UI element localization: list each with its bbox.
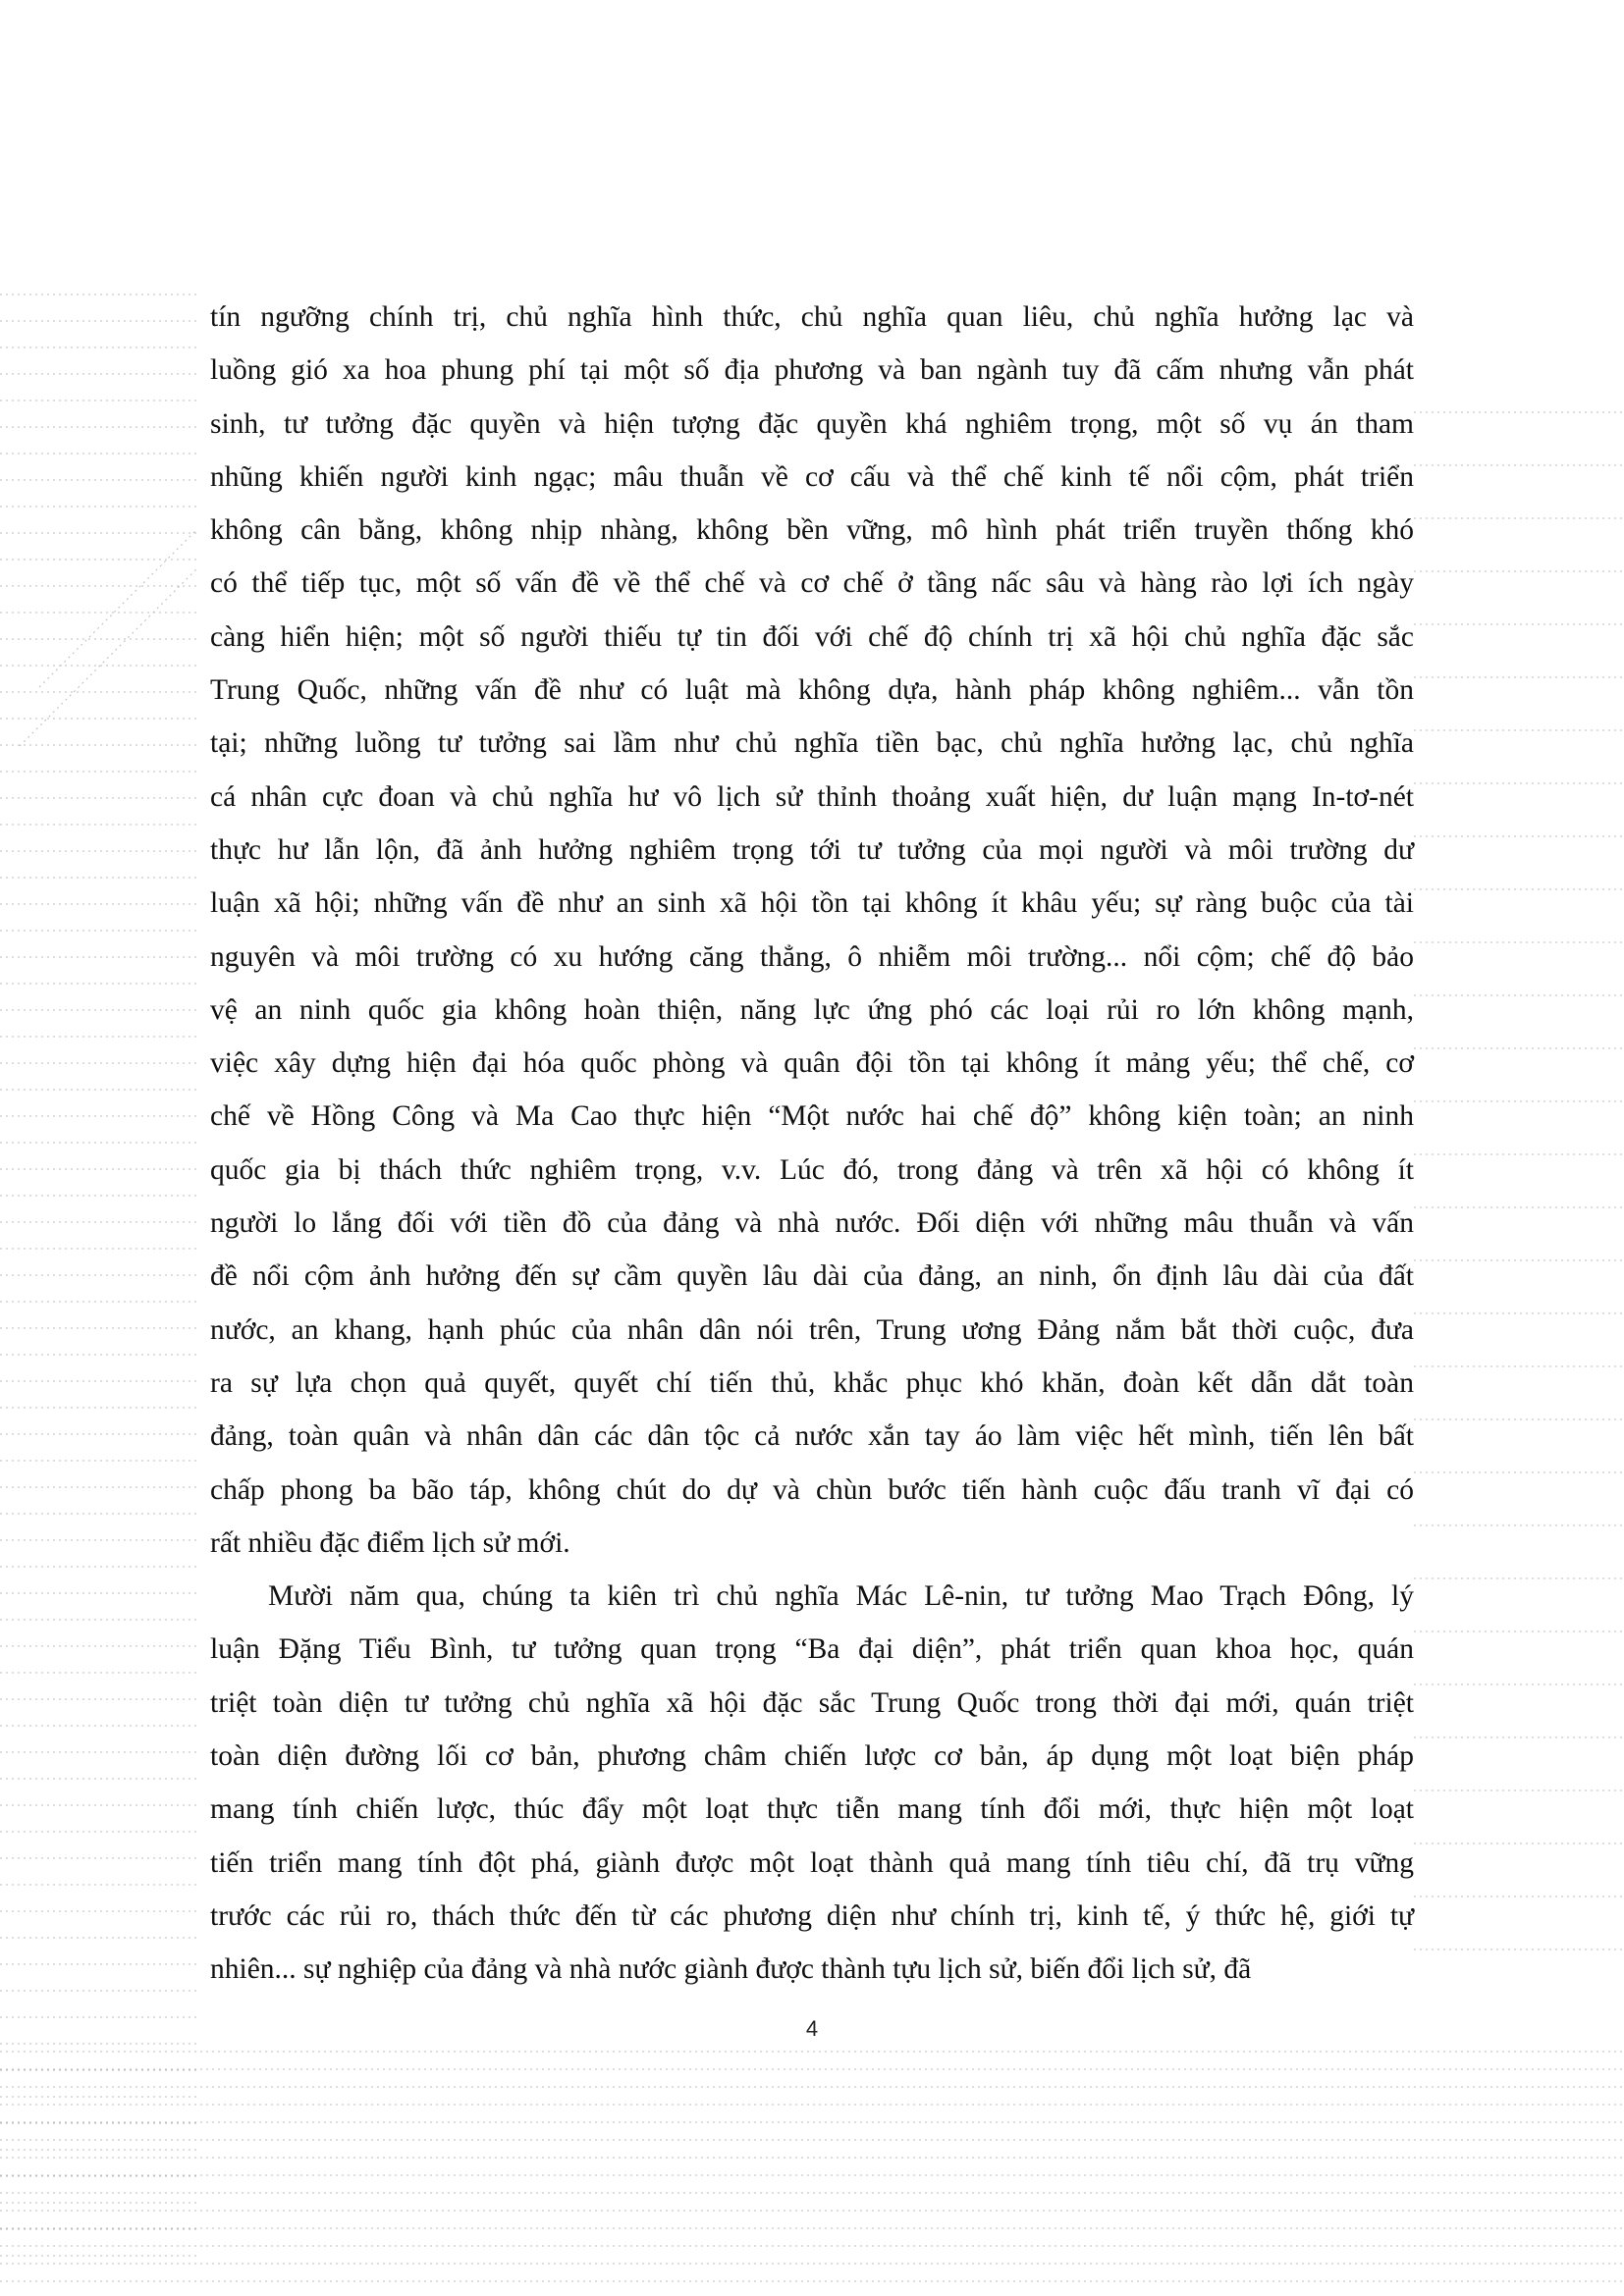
paragraph [210, 291, 1414, 1570]
text-line: vệ an ninh quốc gia không hoàn thiện, năng lực ứng phó các loại rủi ro lớn không mạnh, [210, 993, 1414, 1026]
text-line: đảng, toàn quân và nhân dân các dân tộc cả nước xắn tay áo làm việc hết mình, tiến lên bất [210, 1420, 1414, 1453]
text-line: luận xã hội; những vấn đề như an sinh xã hội tồn tại không ít khâu yếu; sự ràng buộc của tài [210, 887, 1414, 920]
text-line: rất nhiều đặc điểm lịch sử mới. [210, 1526, 570, 1559]
text-line: việc xây dựng hiện đại hóa quốc phòng và quân đội tồn tại không ít mảng yếu; thể chế, cơ [210, 1047, 1414, 1080]
text-line: cá nhân cực đoan và chủ nghĩa hư vô lịch sử thỉnh thoảng xuất hiện, dư luận mạng In-tơ-nét [210, 780, 1414, 813]
text-line: luận Đặng Tiểu Bình, tư tưởng quan trọng “Ba đại diện”, phát triển quan khoa học, quán [210, 1633, 1414, 1666]
text-line: tiến triển mang tính đột phá, giành được một loạt thành quả mang tính tiêu chí, đã trụ vững [210, 1846, 1414, 1879]
text-line: không cân bằng, không nhịp nhàng, không bền vững, mô hình phát triển truyền thống khó [210, 514, 1414, 547]
text-line: triệt toàn diện tư tưởng chủ nghĩa xã hội đặc sắc Trung Quốc trong thời đại mới, quán triệt [210, 1686, 1414, 1719]
text-line: tại; những luồng tư tưởng sai lầm như chủ nghĩa tiền bạc, chủ nghĩa hưởng lạc, chủ nghĩa [210, 727, 1414, 760]
text-line: nhũng khiến người kinh ngạc; mâu thuẫn về cơ cấu và thể chế kinh tế nổi cộm, phát triển [210, 460, 1414, 493]
paragraph [210, 1570, 1414, 1996]
text-line: Mười năm qua, chúng ta kiên trì chủ nghĩa Mác Lê-nin, tư tưởng Mao Trạch Đông, lý [268, 1580, 1414, 1613]
text-line: nhiên... sự nghiệp của đảng và nhà nước giành được thành tựu lịch sử, biến đổi lịch sử, đã [210, 1953, 1252, 1986]
document-body [210, 291, 1414, 1997]
text-line: mang tính chiến lược, thúc đẩy một loạt thực tiễn mang tính đổi mới, thực hiện một loạt [210, 1793, 1414, 1826]
text-line: nguyên và môi trường có xu hướng căng thẳng, ô nhiễm môi trường... nổi cộm; chế độ bảo [210, 940, 1414, 973]
text-line: ra sự lựa chọn quả quyết, quyết chí tiến thủ, khắc phục khó khăn, đoàn kết dẫn dắt toàn [210, 1366, 1414, 1399]
text-line: chấp phong ba bão táp, không chút do dự và chùn bước tiến hành cuộc đấu tranh vĩ đại có [210, 1473, 1414, 1506]
text-line: tín ngưỡng chính trị, chủ nghĩa hình thức, chủ nghĩa quan liêu, chủ nghĩa hưởng lạc và [210, 301, 1414, 333]
text-line: nước, an khang, hạnh phúc của nhân dân nói trên, Trung ương Đảng nắm bắt thời cuộc, đưa [210, 1313, 1414, 1346]
text-line: trước các rủi ro, thách thức đến từ các phương diện như chính trị, kinh tế, ý thức hệ, giới tự [210, 1899, 1414, 1932]
text-line: quốc gia bị thách thức nghiêm trọng, v.v. Lúc đó, trong đảng và trên xã hội có không ít [210, 1153, 1414, 1186]
text-line: Trung Quốc, những vấn đề như có luật mà không dựa, hành pháp không nghiêm... vẫn tồn [210, 674, 1414, 707]
text-line: người lo lắng đối với tiền đồ của đảng và nhà nước. Đối diện với những mâu thuẫn và vấn [210, 1207, 1414, 1240]
text-line: chế về Hồng Công và Ma Cao thực hiện “Một nước hai chế độ” không kiện toàn; an ninh [210, 1100, 1414, 1133]
text-line: sinh, tư tưởng đặc quyền và hiện tượng đặc quyền khá nghiêm trọng, một số vụ án tham [210, 407, 1414, 440]
text-line: có thể tiếp tục, một số vấn đề về thể chế và cơ chế ở tầng nấc sâu và hàng rào lợi ích ngày [210, 567, 1414, 600]
text-line: luồng gió xa hoa phung phí tại một số địa phương và ban ngành tuy đã cấm nhưng vẫn phát [210, 354, 1414, 387]
page-number: 4 [805, 2016, 819, 2041]
text-line: thực hư lẫn lộn, đã ảnh hưởng nghiêm trọng tới tư tưởng của mọi người và môi trường dư [210, 833, 1414, 866]
text-line: đề nổi cộm ảnh hưởng đến sự cầm quyền lâu dài của đảng, an ninh, ổn định lâu dài của đất [210, 1260, 1414, 1293]
text-line: toàn diện đường lối cơ bản, phương châm chiến lược cơ bản, áp dụng một loạt biện pháp [210, 1740, 1414, 1773]
text-line: càng hiển hiện; một số người thiếu tự tin đối với chế độ chính trị xã hội chủ nghĩa đặc sắc [210, 620, 1414, 653]
